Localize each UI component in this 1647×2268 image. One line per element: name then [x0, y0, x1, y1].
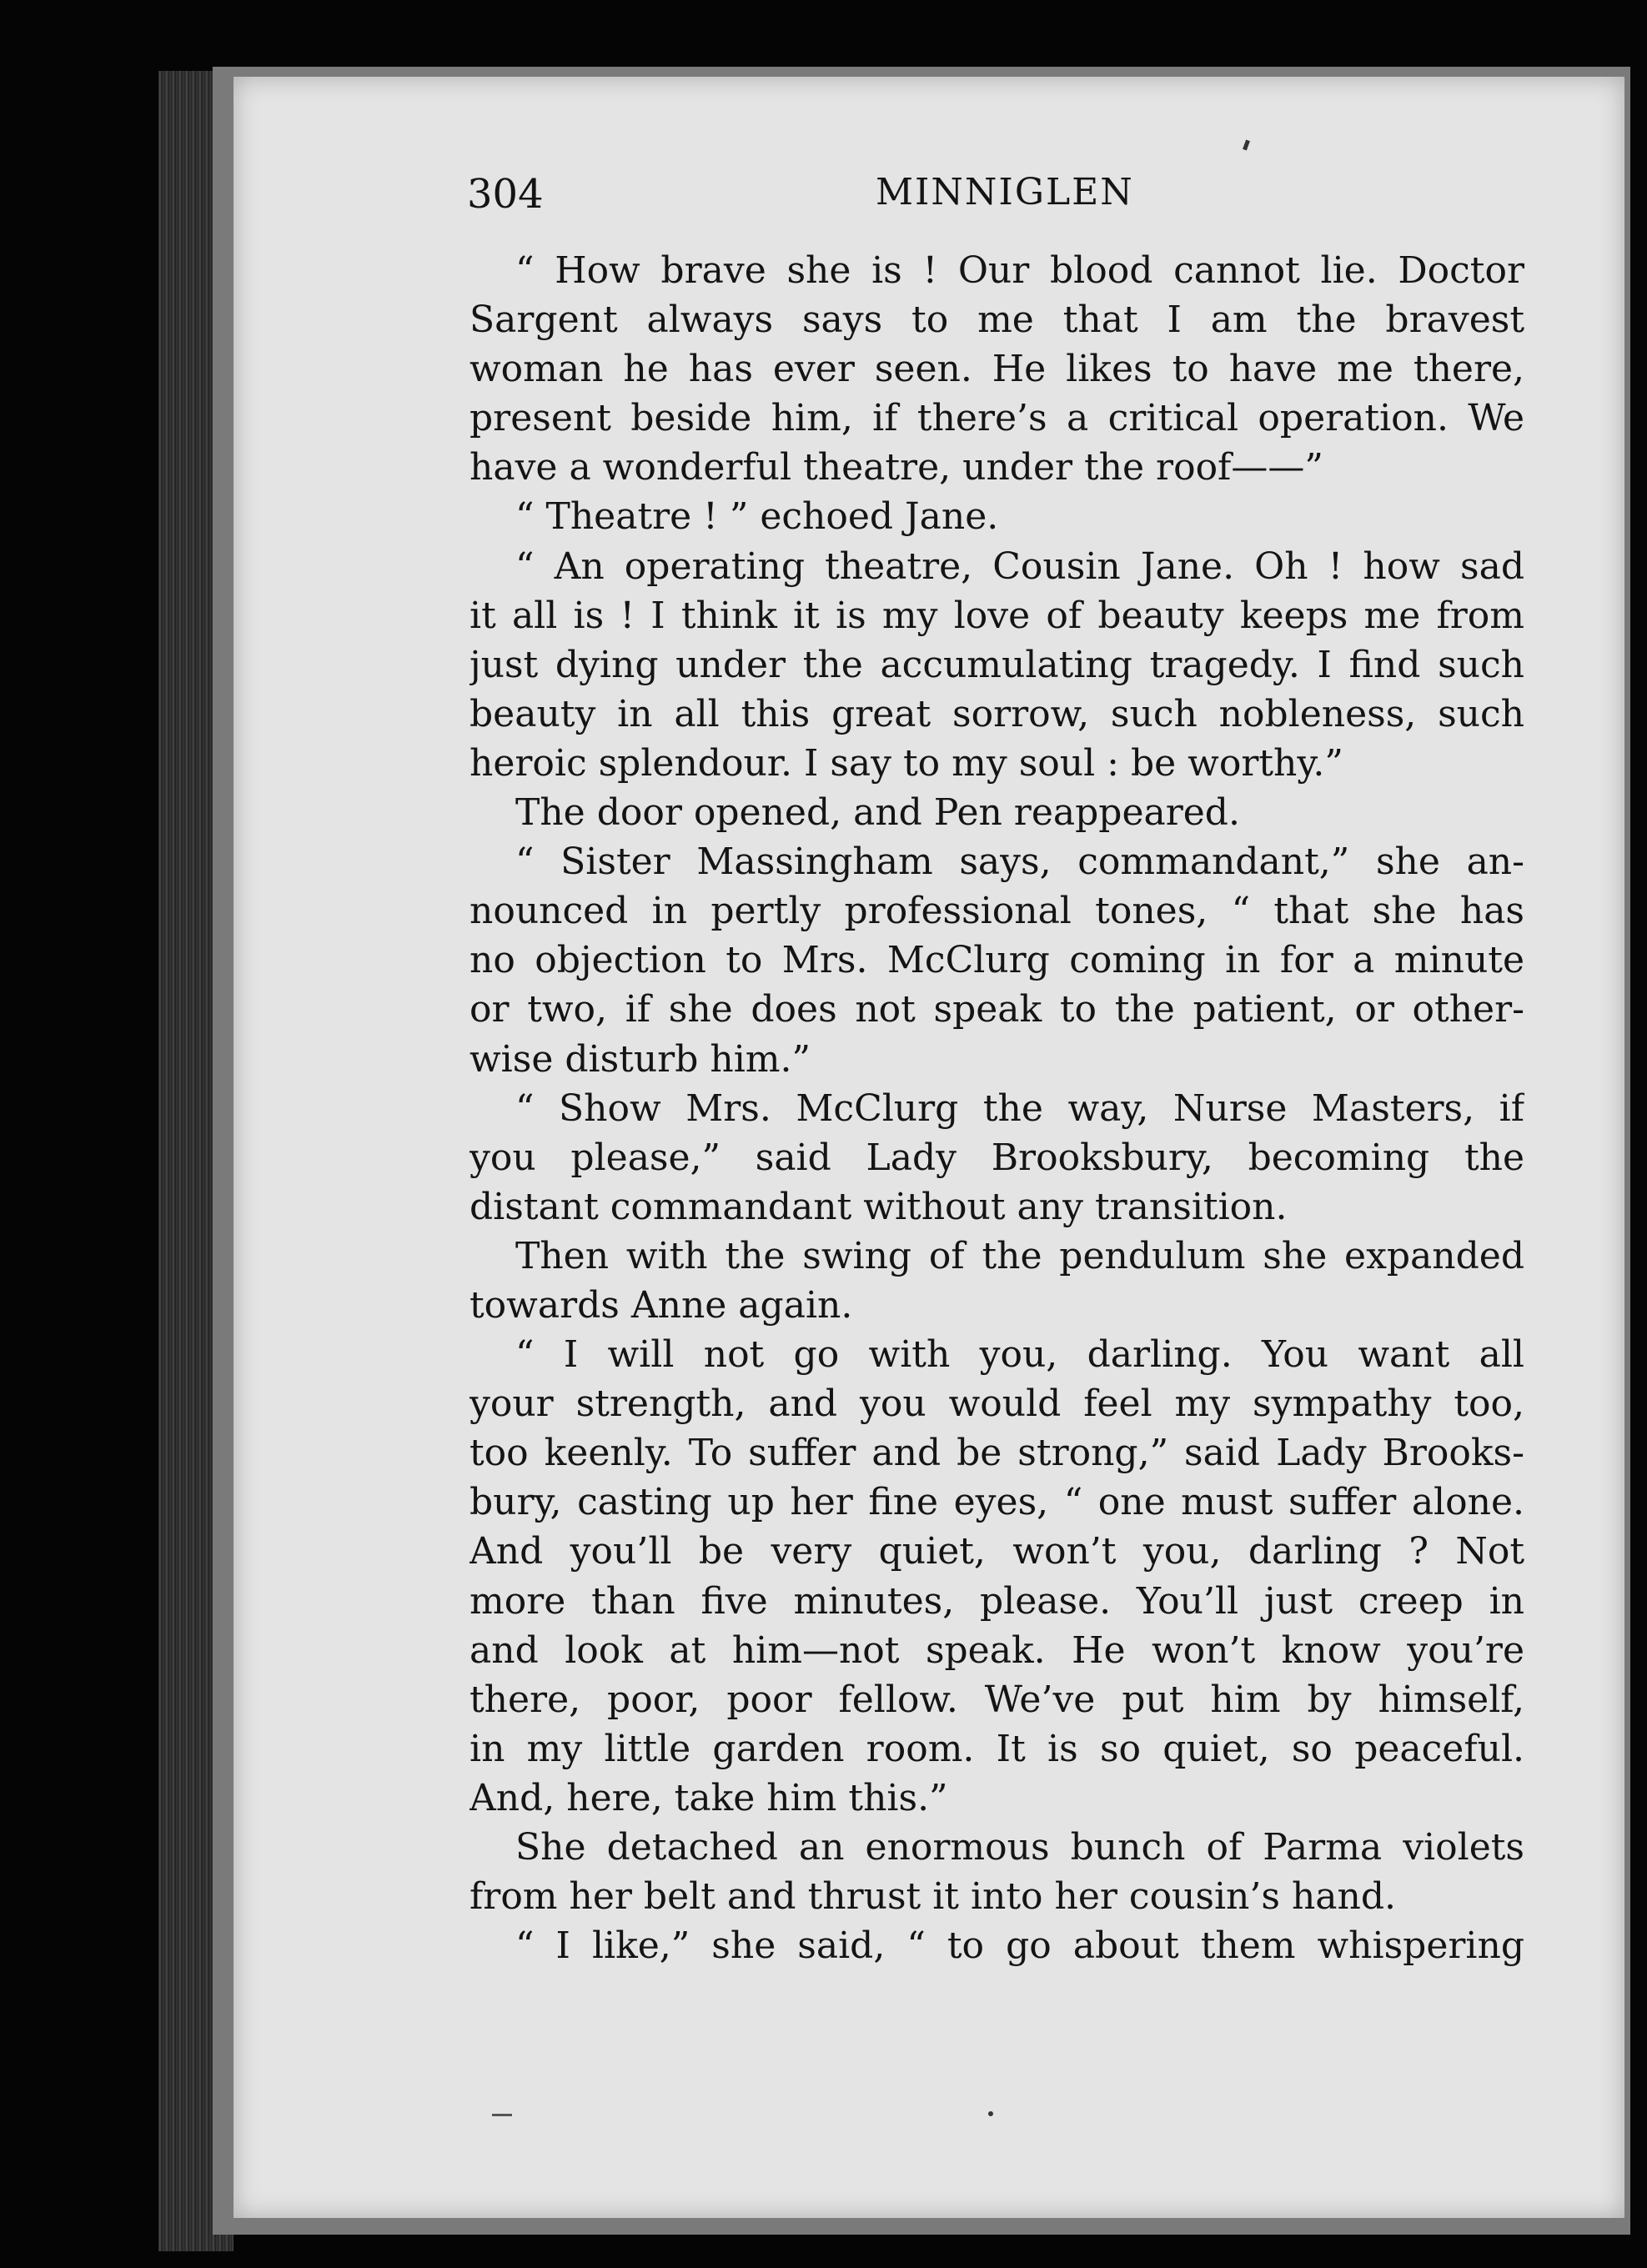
text-line: you please,” said Lady Brooksbury, becoming the: [469, 1136, 1524, 1179]
text-line: Then with the swing of the pendulum she expanded: [515, 1234, 1524, 1277]
ink-speck: [492, 2114, 512, 2116]
running-title: MINNIGLEN: [876, 171, 1134, 213]
text-line: it all is ! I think it is my love of beauty keeps me from: [469, 594, 1524, 637]
text-line: The door opened, and Pen reappeared.: [515, 791, 1240, 835]
text-line: woman he has ever seen. He likes to have me there,: [469, 348, 1524, 391]
text-line: nounced in pertly professional tones, “ that she has: [469, 890, 1524, 933]
text-line: “ Show Mrs. McClurg the way, Nurse Masters, if: [515, 1086, 1524, 1130]
text-line: And, here, take him this.”: [469, 1776, 948, 1819]
text-line: distant commandant without any transition.: [469, 1185, 1288, 1228]
text-line: or two, if she does not speak to the patient, or other-: [469, 988, 1524, 1031]
text-line: towards Anne again.: [469, 1283, 853, 1327]
text-line: “ Theatre ! ” echoed Jane.: [515, 495, 999, 539]
text-line: present beside him, if there’s a critical operation. We: [469, 397, 1524, 440]
text-line: and look at him—not speak. He won’t know you’re: [469, 1628, 1524, 1672]
text-line: just dying under the accumulating tragedy. I find such: [469, 643, 1524, 686]
text-line: wise disturb him.”: [469, 1037, 811, 1081]
text-line: And you’ll be very quiet, won’t you, darling ? Not: [469, 1530, 1524, 1573]
text-line: from her belt and thrust it into her cousin’s hand.: [469, 1875, 1396, 1919]
text-line: “ Sister Massingham says, commandant,” she an-: [515, 840, 1524, 884]
text-line: too keenly. To suffer and be strong,” said Lady Brooks-: [469, 1432, 1524, 1475]
text-line: there, poor, poor fellow. We’ve put him by himself,: [469, 1678, 1524, 1721]
text-line: She detached an enormous bunch of Parma violets: [515, 1826, 1524, 1869]
text-line: “ I will not go with you, darling. You want all: [515, 1333, 1524, 1377]
text-line: have a wonderful theatre, under the roof——”: [469, 446, 1323, 489]
page-number: 304: [467, 171, 544, 218]
text-line: “ How brave she is ! Our blood cannot lie. Doctor: [515, 249, 1524, 292]
ink-speck: [988, 2111, 993, 2116]
text-line: your strength, and you would feel my sympathy too,: [469, 1382, 1524, 1426]
text-line: beauty in all this great sorrow, such nobleness, such: [469, 692, 1524, 735]
text-line: no objection to Mrs. McClurg coming in for a minute: [469, 939, 1524, 982]
text-line: bury, casting up her fine eyes, “ one must suffer alone.: [469, 1481, 1524, 1524]
page-header: [467, 171, 1526, 229]
text-line: heroic splendour. I say to my soul : be worthy.”: [469, 741, 1343, 785]
body-text: [469, 246, 1524, 1997]
text-line: in my little garden room. It is so quiet, so peaceful.: [469, 1727, 1524, 1770]
text-line: “ An operating theatre, Cousin Jane. Oh ! how sad: [515, 544, 1524, 588]
text-line: more than five minutes, please. You’ll just creep in: [469, 1579, 1524, 1623]
text-line: “ I like,” she said, “ to go about them whispering: [515, 1924, 1524, 1968]
text-line: Sargent always says to me that I am the bravest: [469, 299, 1524, 342]
